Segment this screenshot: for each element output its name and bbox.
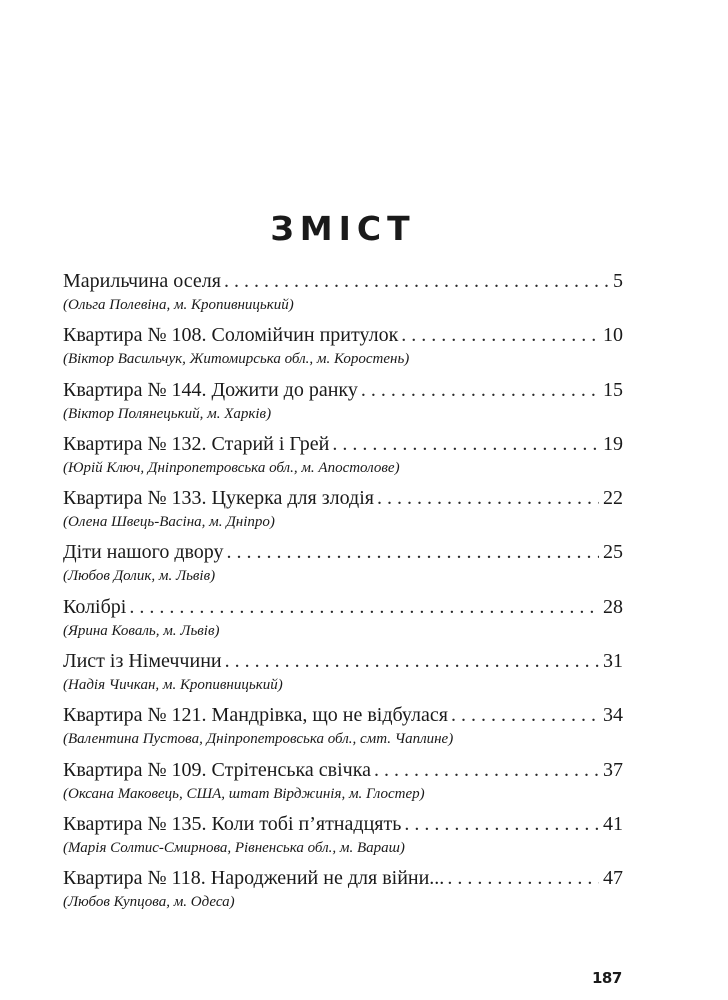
toc-entry-line [63,811,623,837]
toc-entry-line [63,594,623,620]
dot-leader [404,811,599,837]
dot-leader [224,268,609,294]
dot-leader [377,485,599,511]
dot-leader [129,594,599,620]
toc-entry-author: (Оксана Маковець, США, штат Вірджинія, м. Глостер) [63,785,425,802]
toc-entry[interactable] [63,322,623,376]
dot-leader [447,865,599,891]
page-number: 187 [592,969,622,987]
toc-entry-line [63,485,623,511]
toc-entry-page: 34 [603,704,623,727]
toc-entry-page: 41 [603,812,623,835]
dot-leader [451,702,599,728]
toc-entry[interactable] [63,268,623,322]
toc-entry-author: (Ярина Коваль, м. Львів) [63,622,220,639]
toc-entry-author: (Віктор Полянецький, м. Харків) [63,405,272,422]
toc-entry[interactable] [63,702,623,756]
toc-entry-title: Марильчина оселя [63,270,221,292]
toc-entry[interactable] [63,485,623,539]
toc-entry-line [63,539,623,565]
toc-entry-page: 31 [603,650,623,673]
dot-leader [374,757,599,783]
dot-leader [227,539,599,565]
toc-entry-page: 28 [603,595,623,618]
toc-entry-author: (Юрій Ключ, Дніпропетровська обл., м. Апостолове) [63,459,400,476]
toc-entry-title: Квартира № 144. Дожити до ранку [63,378,358,401]
table-of-contents [63,268,623,920]
toc-entry[interactable] [63,377,623,431]
toc-entry-page: 25 [603,541,623,564]
toc-entry-page: 15 [603,378,623,401]
toc-entry-title: Квартира № 132. Старий і Грей [63,432,330,455]
toc-entry-line [63,757,623,783]
toc-entry-line [63,322,623,348]
toc-entry[interactable] [63,431,623,485]
toc-entry-page: 22 [603,487,623,510]
toc-entry-author: (Любов Долик, м. Львів) [63,568,216,585]
toc-entry-line [63,702,623,728]
toc-entry-title: Квартира № 109. Стрітенська свічка [63,758,371,781]
toc-entry-line [63,431,623,457]
toc-entry-line [63,377,623,403]
toc-entry[interactable] [63,865,623,919]
dot-leader [361,377,599,403]
toc-entry-title: Квартира № 108. Соломійчин притулок [63,324,399,347]
toc-entry-line [63,268,623,294]
toc-entry-title: Квартира № 133. Цукерка для злодія [63,487,374,510]
toc-entry-line [63,865,623,891]
toc-entry-title: Квартира № 121. Мандрівка, що не відбулася [63,704,448,727]
toc-entry-title: Діти нашого двору [63,541,224,564]
toc-entry-author: (Надія Чичкан, м. Кропивницький) [63,677,283,694]
toc-entry[interactable] [63,594,623,648]
dot-leader [332,431,599,457]
toc-entry-title: Лист із Німеччини [63,650,222,673]
dot-leader [225,648,599,674]
toc-entry[interactable] [63,539,623,593]
toc-entry-title: Колібрі [63,595,127,618]
contents-heading: ЗМІСТ [270,209,416,248]
toc-entry[interactable] [63,648,623,702]
toc-entry-page: 47 [603,867,623,890]
toc-entry-author: (Віктор Васильчук, Житомирська обл., м. Коростень) [63,351,410,368]
toc-entry-page: 5 [613,270,623,292]
toc-entry-page: 37 [603,758,623,781]
toc-entry-line [63,648,623,674]
toc-entry-title: Квартира № 118. Народжений не для війни... [63,867,445,890]
toc-entry-author: (Ольга Полевіна, м. Кропивницький) [63,297,294,313]
toc-entry[interactable] [63,757,623,811]
toc-entry-author: (Марія Солтис-Смирнова, Рівненська обл., м. Вараш) [63,839,405,856]
toc-entry-title: Квартира № 135. Коли тобі п’ятнадцять [63,812,402,835]
toc-entry-author: (Валентина Пустова, Дніпропетровська обл., смт. Чаплине) [63,731,454,748]
toc-entry-author: (Олена Швець-Васіна, м. Дніпро) [63,514,275,531]
toc-entry[interactable] [63,811,623,865]
toc-entry-page: 19 [603,432,623,455]
toc-entry-page: 10 [603,324,623,347]
toc-entry-author: (Любов Купцова, м. Одеса) [63,894,235,911]
dot-leader [401,322,599,348]
